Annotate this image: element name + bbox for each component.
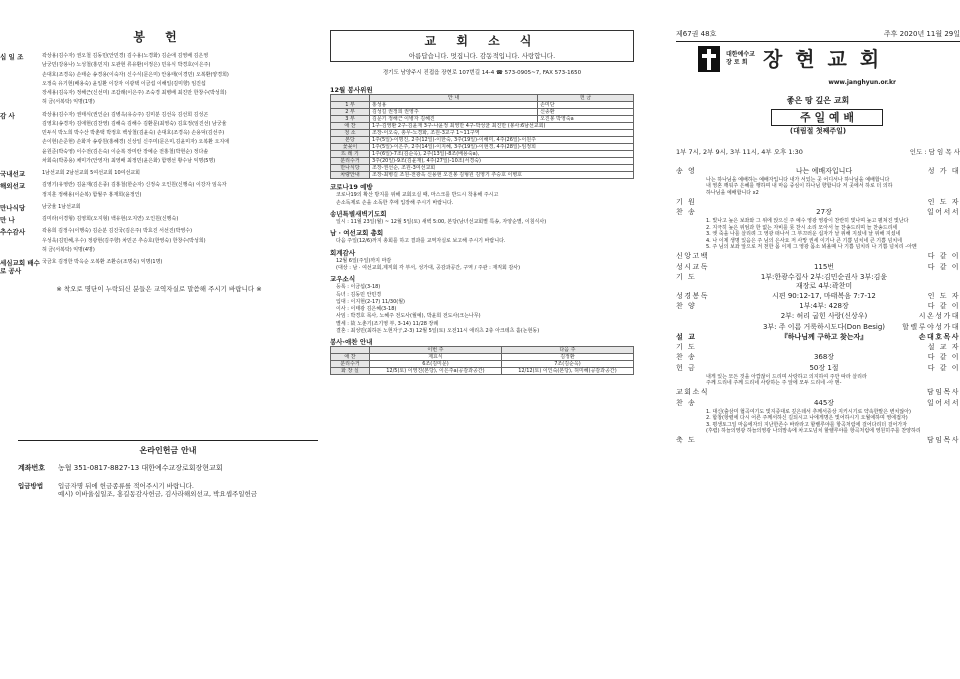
names-line: 김영호(송경자) 김애현(김찬영) 김해숙 김해수 김환문(최영숙) 김효정(임진선) 남궁율 <box>42 120 227 127</box>
row-value: 7조(김순옥) <box>501 361 633 368</box>
worship-detail <box>758 198 890 207</box>
table-header: 안 내 <box>370 95 538 102</box>
row-value: 1구-김영환 2구-김윤재 3구-나윤정 최영만 4구-박성균 최진만 (봉사:6남선교회) <box>370 123 634 130</box>
worship-item: 교회소식 <box>676 388 710 397</box>
row-label: 화 장 실 <box>331 368 370 375</box>
hymn-text-line: 3. 평생토그일 마음에자의 지난한존수 바라라고 할렐루야를 항곡처럼에 걸어다리더 걸어가자 <box>706 421 908 428</box>
news-line: 득녀 : 김동민 안민경 <box>336 291 382 298</box>
names-line: 정지훈 정해용(이순복) 함월주 홍재희(윤정인) <box>42 191 142 198</box>
row-value: 김성길 권정희 권영주 <box>370 109 538 116</box>
worship-leader: 다 같 이 <box>927 252 960 261</box>
worship-item: 송 영 <box>676 166 697 175</box>
worship-detail <box>758 343 890 352</box>
offering-category <box>0 216 318 225</box>
worship-detail <box>758 436 890 445</box>
worship-item: 기 원 <box>676 197 697 206</box>
table-row <box>331 109 634 116</box>
news-line: 별세 : 故 노춘기(조기영 부, 3-14) 11/28 장례 <box>336 320 439 327</box>
row-label: 본당 <box>331 137 370 144</box>
worship-row <box>676 436 960 445</box>
news-line: 다음 주일(12/6)까지 총회를 하고 결과를 교역자실로 보고해 주시기 바랍니다. <box>336 238 506 245</box>
row-value: 손미단 <box>538 102 634 109</box>
category-names <box>42 53 318 109</box>
names-line: 윤원준(박숙영) 이수전(김은숙) 이순복 장미란 장예순 전홍철(박현순) 정다솔 <box>42 148 209 155</box>
row-value: 제효식 <box>370 354 502 361</box>
row-label: 분리수거 <box>331 361 370 368</box>
news-line: 손소독제로 손을 소독한 후에 입장해 주시기 바랍니다. <box>336 199 454 206</box>
service-times: 1부 7시, 2부 9시, 3부 11시, 4부 오후 1:30 <box>676 148 803 156</box>
news-line: 등록 : 이금섭(3-18) <box>336 284 381 291</box>
worship-leader <box>890 273 960 291</box>
category-label: 추수감사 <box>0 228 26 237</box>
names-line: 곽상용(김수자) 권오철 김동민(안민경) 김수용(노경화) 김순애 김영배 김은영 <box>42 53 209 59</box>
worship-item: 헌 금 <box>676 363 697 372</box>
table-row <box>331 165 634 172</box>
offering-category <box>0 204 318 213</box>
table-header: 헌 금 <box>538 95 634 102</box>
worship-column <box>646 0 960 679</box>
worship-leader: 담임목사 <box>926 388 960 397</box>
offering-category <box>0 53 318 109</box>
news-line: 입대 : 이지현(2-17) 11/30(월) <box>336 298 405 305</box>
row-value: 오진봉 박영숙a <box>538 116 634 123</box>
worship-row <box>676 333 960 342</box>
table-row <box>331 123 634 130</box>
hymn-text-line: 1. 빛나고 높은 보좌와 그 위에 앉으신 주 예수 영광 영광이 찬란히 빛나며 높고 펼쳐진 빛난다 <box>706 218 909 225</box>
names-line: 국금호 김정한 박옥순 오복환 조환승(조명숙) 익명(1명) <box>42 259 163 265</box>
method-label: 입금방법 <box>18 481 44 490</box>
worship-row <box>676 312 960 321</box>
service-leader: 인도 : 담 임 목 사 <box>909 148 960 156</box>
table-row <box>331 144 634 151</box>
denomination-line: 대한예수교 <box>726 51 755 59</box>
row-value: 조장-최병길 조원-전광옥 신용현 오진봉 김형원 김영기 추승호 이병호 <box>370 172 634 179</box>
row-label: 애 찬 <box>331 354 370 361</box>
worship-row <box>676 302 960 311</box>
worship-item: 성시교독 <box>676 262 710 271</box>
row-value: 홍성용 <box>370 102 538 109</box>
names-line: 허 금(서복탁) 익명(1명) <box>42 99 95 106</box>
category-label: 십 일 조 <box>0 53 24 61</box>
names-line: 손대호(조경옥) 손태순 송경용(이숙자) 신수식(문은미) 안용태(이경민) 오복환(양경희) <box>42 71 229 78</box>
news-line: 결혼 : 최성민(최하돈 노현자子,2-3) 12월 5일(토) 오전11시 애리츠 2층 아크테츠 홀(논현동) <box>336 327 540 334</box>
order-of-worship <box>676 165 960 447</box>
offering-column <box>0 0 318 679</box>
names-line: 장세용(김옥자) 정해근(신선미) 조갑래(이은주) 조숙경 최병배 최진만 한창수(박성희) <box>42 90 227 96</box>
row-label: 3 부 <box>331 116 370 123</box>
offering-category <box>0 259 318 275</box>
row-label: 1 부 <box>331 102 370 109</box>
offering-category <box>0 182 318 201</box>
row-value: 김문기 정해근 이병자 김혜진 <box>370 116 538 123</box>
category-names <box>42 170 318 179</box>
row-value: 신종환 <box>538 109 634 116</box>
worship-detail: 27장 <box>816 208 832 216</box>
row-label: 2 부 <box>331 109 370 116</box>
news-heading: 코로나19 예방 <box>330 183 373 192</box>
news-line: 이사 : 이태광 김은혜(3-18) <box>336 306 397 312</box>
worship-item: 성경봉독 <box>676 291 710 300</box>
notice-text: ※ 착오로 명단이 누락되신 분들은 교역자실로 말씀해 주시기 바랍니다 ※ <box>56 285 262 294</box>
worship-detail: 1부:4부: 428장 <box>799 302 849 310</box>
worship-item: 찬 송 <box>676 208 697 216</box>
category-names <box>42 112 318 168</box>
method-line: 입금자명 뒤에 헌금종류를 적어주시기 바랍니다. <box>58 481 194 490</box>
row-value: 6조(김미문) <box>370 361 502 368</box>
worship-detail: 나는 예배자입니다 <box>795 166 853 175</box>
worship-leader: 손대호목사 <box>918 332 960 341</box>
news-line: (대상 : 남 · 여선교회,제직회 각 부서, 성가대, 공감과공간, 구역 / 주관 : 재직회 감사) <box>336 264 521 271</box>
names-line: 손이현(손준현) 손화자 송광원(홍혜경) 신상일 신주미(문은미,김윤미자) 오복환 오지애 <box>42 139 230 146</box>
service-subtitle: (대림절 첫째주일) <box>789 127 847 135</box>
worship-leader: 담임목사 <box>926 436 960 445</box>
row-value: 조장-권선순, 조원-3여선교회 <box>370 165 634 172</box>
category-names <box>42 228 318 256</box>
worship-leader: 인 도 자 <box>927 197 960 206</box>
meal-title: 봉사·애찬 안내 <box>330 338 373 346</box>
news-heading: 송년특별새벽기도회 <box>330 209 387 218</box>
news-heading: 교우소식 <box>330 275 356 284</box>
worship-detail: 368장 <box>813 353 835 362</box>
worship-row <box>676 353 960 362</box>
names-line: 우성욱(김민혜,우수) 정광현(김주향) 차민곤 추승호(한영숙) 한창수(박성희) <box>42 237 206 244</box>
names-line: 오정숙 유기현(배용숙) 윤일환 이강자 이광택 이금섭 이해일(김미향) 임진섭 <box>42 80 206 87</box>
table-row <box>331 172 634 179</box>
names-line: 곽상용(김수자) 권태식(권인순) 김병옥(유승주) 김미분 김선옥 김선희 김성곤 <box>42 111 209 118</box>
worship-leader: 성 가 대 <box>927 166 960 175</box>
worship-row <box>676 388 960 397</box>
row-value: 12/5(토) 이영진(본당), 이은주a(공감과공간) <box>370 368 502 375</box>
worship-row <box>676 364 960 373</box>
church-logo <box>698 46 882 72</box>
table-row <box>331 116 634 123</box>
names-line: 곽용희 김정수(이행숙) 김순분 김진국(김은주) 박효진 서선진(박영수) <box>42 228 193 235</box>
row-label: 차량안내 <box>331 172 370 179</box>
worship-leader: 인 도 자 <box>927 291 960 300</box>
category-label: 국내선교 <box>0 170 26 178</box>
worship-detail: 50장 1절 <box>809 363 839 372</box>
denomination-line: 장 로 회 <box>726 59 748 66</box>
worship-item: 찬 송 <box>676 398 697 407</box>
worship-leader: 설 교 자 <box>927 343 960 351</box>
service-committee-title: 12월 봉사위원 <box>330 86 373 94</box>
worship-item: 설 교 <box>676 332 697 341</box>
worship-detail <box>758 388 890 397</box>
row-label: 분리수거 <box>331 158 370 165</box>
table-header: 이번 주 <box>370 347 502 354</box>
worship-row <box>676 263 960 272</box>
category-label: 해외선교 <box>0 182 26 191</box>
worship-item: 찬 송 <box>676 353 697 362</box>
church-name: 장 현 교 회 <box>762 46 883 71</box>
worship-row <box>676 167 960 176</box>
table-row <box>331 354 634 361</box>
worship-item: 기 도 <box>676 272 697 281</box>
row-label: 뜨 레 기 <box>331 151 370 158</box>
worship-item <box>676 323 758 332</box>
worship-detail: 2부: 허리 굽힌 사랑(신상우) <box>780 312 868 321</box>
hymn-text-line: 주께 드리네 주께 드리네 사랑하는 주 앞에 모두 드리네 -아 멘- <box>706 380 842 387</box>
names-line: 1남선교회 2남선교회 5여선교회 10여선교회 <box>42 170 140 176</box>
account-number: 농협 351-0817-8827-13 대한예수교장로회장현교회 <box>58 464 223 472</box>
category-label: 세심교회 배수로 공사 <box>0 259 40 276</box>
row-value: 3주(20일)-9조(김윤재), 4주(27일)-10조(서경숙) <box>370 158 634 165</box>
refrain-line: (후렴) 하늘의영광 하늘의영광 나의맘속에 차고도넘치 할렐루야를 항곡처럼에 영원히주를 찬양하리 <box>706 428 921 435</box>
table-row <box>331 361 634 368</box>
category-label: 감 사 <box>0 111 15 120</box>
names-line: 민두식 박노희 박수산 박춘택 박정호 백상철(김윤숙) 손대호(조경옥) 손용덕(김선주) <box>42 130 225 136</box>
news-title: 교 회 소 식 <box>424 34 540 48</box>
row-label: 꽃꽂이 <box>331 144 370 151</box>
names-line: 차회숙(박종용) 채미가(안영자) 최영배 최정민(윤은화) 함맹선 황수남 익명(5명) <box>42 157 216 164</box>
worship-leader: 다 같 이 <box>927 302 960 310</box>
hymn-text-line: 1. 대신(출삼미 협곡여기도 빛지증대로 깊은데서 추께서증상 지키시기로 약속한말은 변치않아) <box>706 408 911 415</box>
worship-leader: 시온성가대 <box>918 312 960 321</box>
hymn-text-line: 5. 주 님의 보좌 앞으로 저 천한 몸 이제 그 영광 몸소 뵈올때 나 기쁨 넘치리 나 기쁨 넘치리 -아멘 <box>706 244 917 251</box>
cross-icon <box>698 46 720 72</box>
hymn-text-line: 내 영혼 깨워주 은혜를 행하며 내 마음 중심이 하나님 향합니다 저 곳에서 하로 더 의하 <box>706 183 893 190</box>
row-value: 1주(5일)-이명진, 2주(12일)-이한숙, 3주(19일)-이해미, 4주(26일)-이원주 <box>370 137 634 144</box>
worship-leader: 할렐루야성가대 <box>902 322 960 331</box>
worship-row <box>676 292 960 301</box>
worship-detail: 3부: 주 이름 거룩하시도다(Don Besig) <box>762 322 886 331</box>
worship-item: 신앙고백 <box>676 252 710 261</box>
news-line: 일시 : 11월 23일(월) ~ 12월 5일(토) 새벽 5:00, 본당(남녀선교회별 특송, 자양순별, 이침식사) <box>336 218 547 225</box>
hymn-text-line: 4. 나 이제 생명 있음은 주 님의 은사요 저 사망 권세 이기나 큰 기쁨 넘치네 큰 기쁨 넘치네 <box>706 237 903 244</box>
hymn-text-line: 2. 합창(항렬에 다시 어른 주께서하신 길되시고 나에게명은 빛어하시기 오월에하며 영에접자) <box>706 415 908 422</box>
worship-item <box>676 312 758 321</box>
row-value: 조장-이오숙, 총무-노경화, 조원-3교구 1~11구역 <box>370 130 634 137</box>
method-line: 예시) 이바울십일조, 홍길동감사헌금, 김사라해외선교, 박요셉주일헌금 <box>58 489 258 498</box>
service-committee-table <box>330 94 634 179</box>
worship-row <box>676 208 960 217</box>
worship-detail: 1부:한광수집사 2부:김민순권사 3부:김윤재장로 4부:곽찬미 <box>760 272 888 290</box>
news-line: 코로나19의 확산 방지를 위해 교회오실 때, 마스크를 반드시 착용해 주시고 <box>336 192 499 199</box>
news-heading: 남 · 여선교회 총회 <box>330 229 384 238</box>
service-title: 주 일 예 배 <box>771 109 883 126</box>
category-names <box>42 259 318 275</box>
row-label: 애 찬 <box>331 123 370 130</box>
category-names <box>42 216 318 225</box>
names-line: 김미라(이경형) 김영희(오지형) 백유현(오지연) 오인원(신행숙) <box>42 216 179 222</box>
worship-row <box>676 252 960 261</box>
service-times-row <box>676 148 960 156</box>
online-title: 온라인헌금 안내 <box>139 446 197 455</box>
offering-title: 봉 헌 <box>133 30 185 44</box>
worship-detail: 445장 <box>813 398 835 407</box>
hymn-text-line: 하나님을 예배합니다 x2 <box>706 189 759 196</box>
table-row <box>331 158 634 165</box>
offering-category <box>0 112 318 168</box>
category-names <box>42 182 318 201</box>
worship-leader: 다 같 이 <box>927 353 960 362</box>
hymn-text-line: 2. 지극히 높은 위엄과 한 없는 자비를 못 찬시 소리 모아서 늘 찬송드리며 늘 찬송드리세 <box>706 224 898 231</box>
meal-table <box>330 346 634 375</box>
names-line: 남궁민(강용나) 노성철(홍민지) 도관현 류유환(이정은) 민유식 박경호(이은주) <box>42 62 211 69</box>
worship-item: 기 도 <box>676 343 697 351</box>
table-row <box>331 102 634 109</box>
offering-category <box>0 228 318 256</box>
news-subtitle: 아름답습니다. 멋집니다. 감동적입니다. 사랑합니다. <box>408 52 556 60</box>
table-row <box>331 368 634 375</box>
table-row <box>331 130 634 137</box>
worship-row <box>676 323 960 332</box>
row-label: 청 소 <box>331 130 370 137</box>
news-line: 사임 : 박경호 목사, 노혜주 전도사(월예), 박윤희 전도사(크는나무) <box>336 313 481 320</box>
worship-detail: 『하나님께 구하고 찾는자』 <box>780 332 868 341</box>
online-offering-box <box>18 440 318 498</box>
news-heading: 회계감사 <box>330 248 356 257</box>
worship-detail: 시편 90:12-17, 마태복음 7:7-12 <box>772 291 876 300</box>
row-label: 만나식당 <box>331 165 370 172</box>
hymn-text-line: 3. 엣 죽을 나를 살리려 그 영광 떠나서 그 부끄러운 십자가 날 위해 지셨네 날 위해 지셨네 <box>706 231 901 238</box>
category-names <box>42 204 318 213</box>
row-value: 12/12(토) 이인숙(본당), 허미혜(공감과공간) <box>501 368 633 375</box>
worship-row <box>676 198 960 207</box>
news-line: 12월 6일(주일)까지 마감 <box>336 257 392 264</box>
hymn-text-line: 나는 하나님을 예배하는 예배자입니다 내가 서있는 곳 어디서나 하나님을 예배합니다 <box>706 176 890 183</box>
worship-leader: 다 같 이 <box>927 262 960 271</box>
worship-leader: 일어서서 <box>926 398 960 407</box>
account-label: 계좌번호 <box>18 464 46 472</box>
issue-number: 제67권 48호 <box>676 30 717 38</box>
issue-date: 주후 2020년 11월 29일 <box>883 30 960 38</box>
offering-category <box>0 170 318 179</box>
row-value: 김정환 <box>501 354 633 361</box>
worship-row <box>676 273 960 291</box>
hymn-text-line: 내게 있는 모든 것을 아깝잖이 드리며 사랑하고 의지하여 주만 따라 살리라 <box>706 373 867 380</box>
worship-row <box>676 399 960 408</box>
row-value: 1주(5일)-이은주, 2주(14일)-이지혜, 3주(19일)-이현경, 4주(28일)-임정희 <box>370 144 634 151</box>
worship-item: 축 도 <box>676 436 697 445</box>
worship-detail <box>758 252 890 261</box>
news-header-box <box>330 30 634 62</box>
category-label: 만 나 <box>0 216 15 224</box>
names-line: 김영기(유영란) 김윤재(김은종) 김홍철(한순자) 신정숙 오인원(신행숙) 이강자 임옥자 <box>42 182 227 189</box>
worship-leader: 다 같 이 <box>927 363 960 372</box>
table-row <box>331 137 634 144</box>
issue-bar <box>676 30 960 42</box>
news-body <box>330 86 634 375</box>
table-row <box>331 151 634 158</box>
row-value: 1주(6일)-7조(김순옥), 2주(13일)-8조(배용숙a), <box>370 151 634 158</box>
names-line: 남궁율 1남선교회 <box>42 203 81 210</box>
worship-row <box>676 343 960 352</box>
offering-list <box>0 53 318 275</box>
news-column <box>330 0 634 679</box>
slogan: 좋은 땅 깊은 교회 <box>786 96 850 105</box>
table-header <box>331 347 370 354</box>
table-header: 다음 주 <box>501 347 633 354</box>
worship-leader: 일어서서 <box>926 208 960 216</box>
worship-item: 찬 양 <box>676 302 697 310</box>
church-address: 경기도 남양주시 진접읍 장현로 107번길 14-4 ☎ 573-0905~7, FAX 573-1650 <box>382 70 582 76</box>
names-line: 허 금(서복탁) 익명(4명) <box>42 246 95 253</box>
website: www.janghyun.or.kr <box>828 79 896 86</box>
category-label: 만나식당 <box>0 203 26 212</box>
worship-detail: 115번 <box>813 262 835 271</box>
